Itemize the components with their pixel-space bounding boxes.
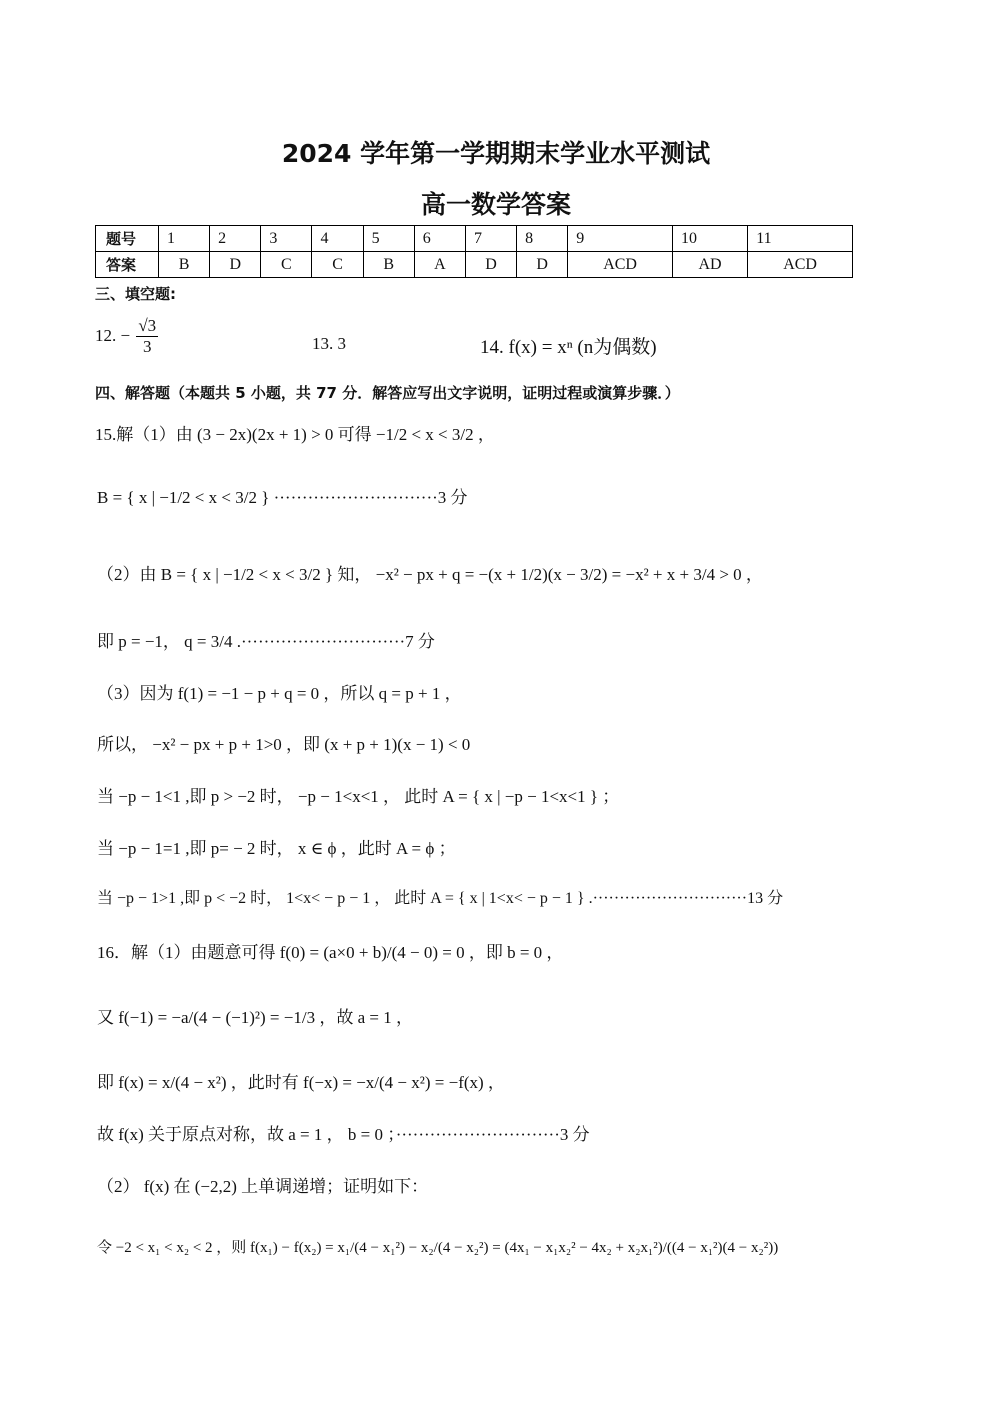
table-cell: 9 [568, 226, 673, 252]
page-title: 2024 学年第一学期期末学业水平测试 [281, 139, 711, 168]
answer-table-row-numbers [96, 226, 853, 252]
solution-line: 即 f(x) = x/(4 − x²) ，此时有 f(−x) = −x/(4 − x²) = −f(x) ， [97, 1073, 505, 1092]
solution-line: 令 −2 < x₁ < x₂ < 2 ，则 f(x₁) − f(x₂) = x₁/(4 − x₁²) − x₂/(4 − x₂²) = (4x₁ − x₁x₂² − 4x₂ + x₂x₁²)/((4 − x₁²)(4 − x₂²)) [97, 1240, 779, 1256]
solution-line: 即 p = −1， q = 3/4 .·····························7 分 [97, 632, 435, 651]
denominator: 3 [143, 337, 152, 357]
section-heading-fill-in: 三、填空题: [95, 285, 176, 303]
table-cell: 5 [363, 226, 414, 252]
answer-table-row-answers [96, 252, 853, 278]
numerator: √3 [136, 316, 158, 337]
table-cell: B [159, 252, 210, 278]
table-cell: 2 [210, 226, 261, 252]
table-cell: D [465, 252, 516, 278]
table-cell: 1 [159, 226, 210, 252]
table-cell: D [517, 252, 568, 278]
solution-line: （3）因为 f(1) = −1 − p + q = 0 ，所以 q = p + 1 ， [97, 684, 462, 703]
table-cell: 6 [414, 226, 465, 252]
table-cell: AD [672, 252, 747, 278]
solution-line: （2）由 B = { x | −1/2 < x < 3/2 } 知， −x² − px + q = −(x + 1/2)(x − 3/2) = −x² + x + 3/4 > 0 ， [97, 565, 763, 584]
solution-line: 15.解（1）由 (3 − 2x)(2x + 1) > 0 可得 −1/2 < x < 3/2 ， [95, 425, 495, 444]
row-label-number: 题号 [96, 226, 159, 252]
solution-line: 当 −p − 1>1 ,即 p < −2 时， 1<x< − p − 1 ， 此时 A = { x | 1<x< − p − 1 } .·····························13 分 [97, 890, 784, 907]
table-cell: 3 [261, 226, 312, 252]
table-cell: B [363, 252, 414, 278]
page-subtitle: 高一数学答案 [420, 190, 571, 219]
table-cell: A [414, 252, 465, 278]
table-cell: 11 [748, 226, 853, 252]
table-cell: 4 [312, 226, 363, 252]
answer-12-prefix: 12. [95, 325, 117, 345]
answer-13: 13. 3 [312, 334, 346, 353]
solution-line: 当 −p − 1<1 ,即 p > −2 时， −p − 1<x<1 ， 此时 A = { x | −p − 1<x<1 } ； [97, 787, 620, 806]
solution-line: 所以， −x² − px + p + 1>0 ，即 (x + p + 1)(x − 1) < 0 [97, 735, 471, 754]
table-cell: D [210, 252, 261, 278]
solution-line: （2） f(x) 在 (−2,2) 上单调递增；证明如下： [97, 1177, 429, 1196]
answer-14: 14. f(x) = xⁿ (n为偶数) [480, 337, 657, 358]
fraction [136, 316, 158, 358]
table-cell: ACD [748, 252, 853, 278]
row-label-answer: 答案 [96, 252, 159, 278]
solution-line: 又 f(−1) = −a/(4 − (−1)²) = −1/3 ，故 a = 1 ， [97, 1008, 413, 1027]
solution-line: B = { x | −1/2 < x < 3/2 } ·····························3 分 [97, 488, 468, 507]
answer-table [95, 225, 853, 278]
solution-line: 16．解（1）由题意可得 f(0) = (a×0 + b)/(4 − 0) = 0 ，即 b = 0 ， [97, 943, 564, 962]
table-cell: 8 [517, 226, 568, 252]
table-cell: 10 [672, 226, 747, 252]
solution-line: 故 f(x) 关于原点对称，故 a = 1 ， b = 0 ；·····························3 分 [97, 1125, 590, 1144]
table-cell: ACD [568, 252, 673, 278]
answer-12: 12. − $\frac{√3}{3}$ [95, 316, 157, 357]
table-cell: 7 [465, 226, 516, 252]
table-cell: C [312, 252, 363, 278]
table-cell: C [261, 252, 312, 278]
solution-line: 当 −p − 1=1 ,即 p= − 2 时， x ∈ ϕ ，此时 A = ϕ ； [97, 839, 456, 858]
section-heading-solutions: 四、解答题（本题共 5 小题，共 77 分．解答应写出文字说明，证明过程或演算步骤．） [95, 384, 680, 402]
